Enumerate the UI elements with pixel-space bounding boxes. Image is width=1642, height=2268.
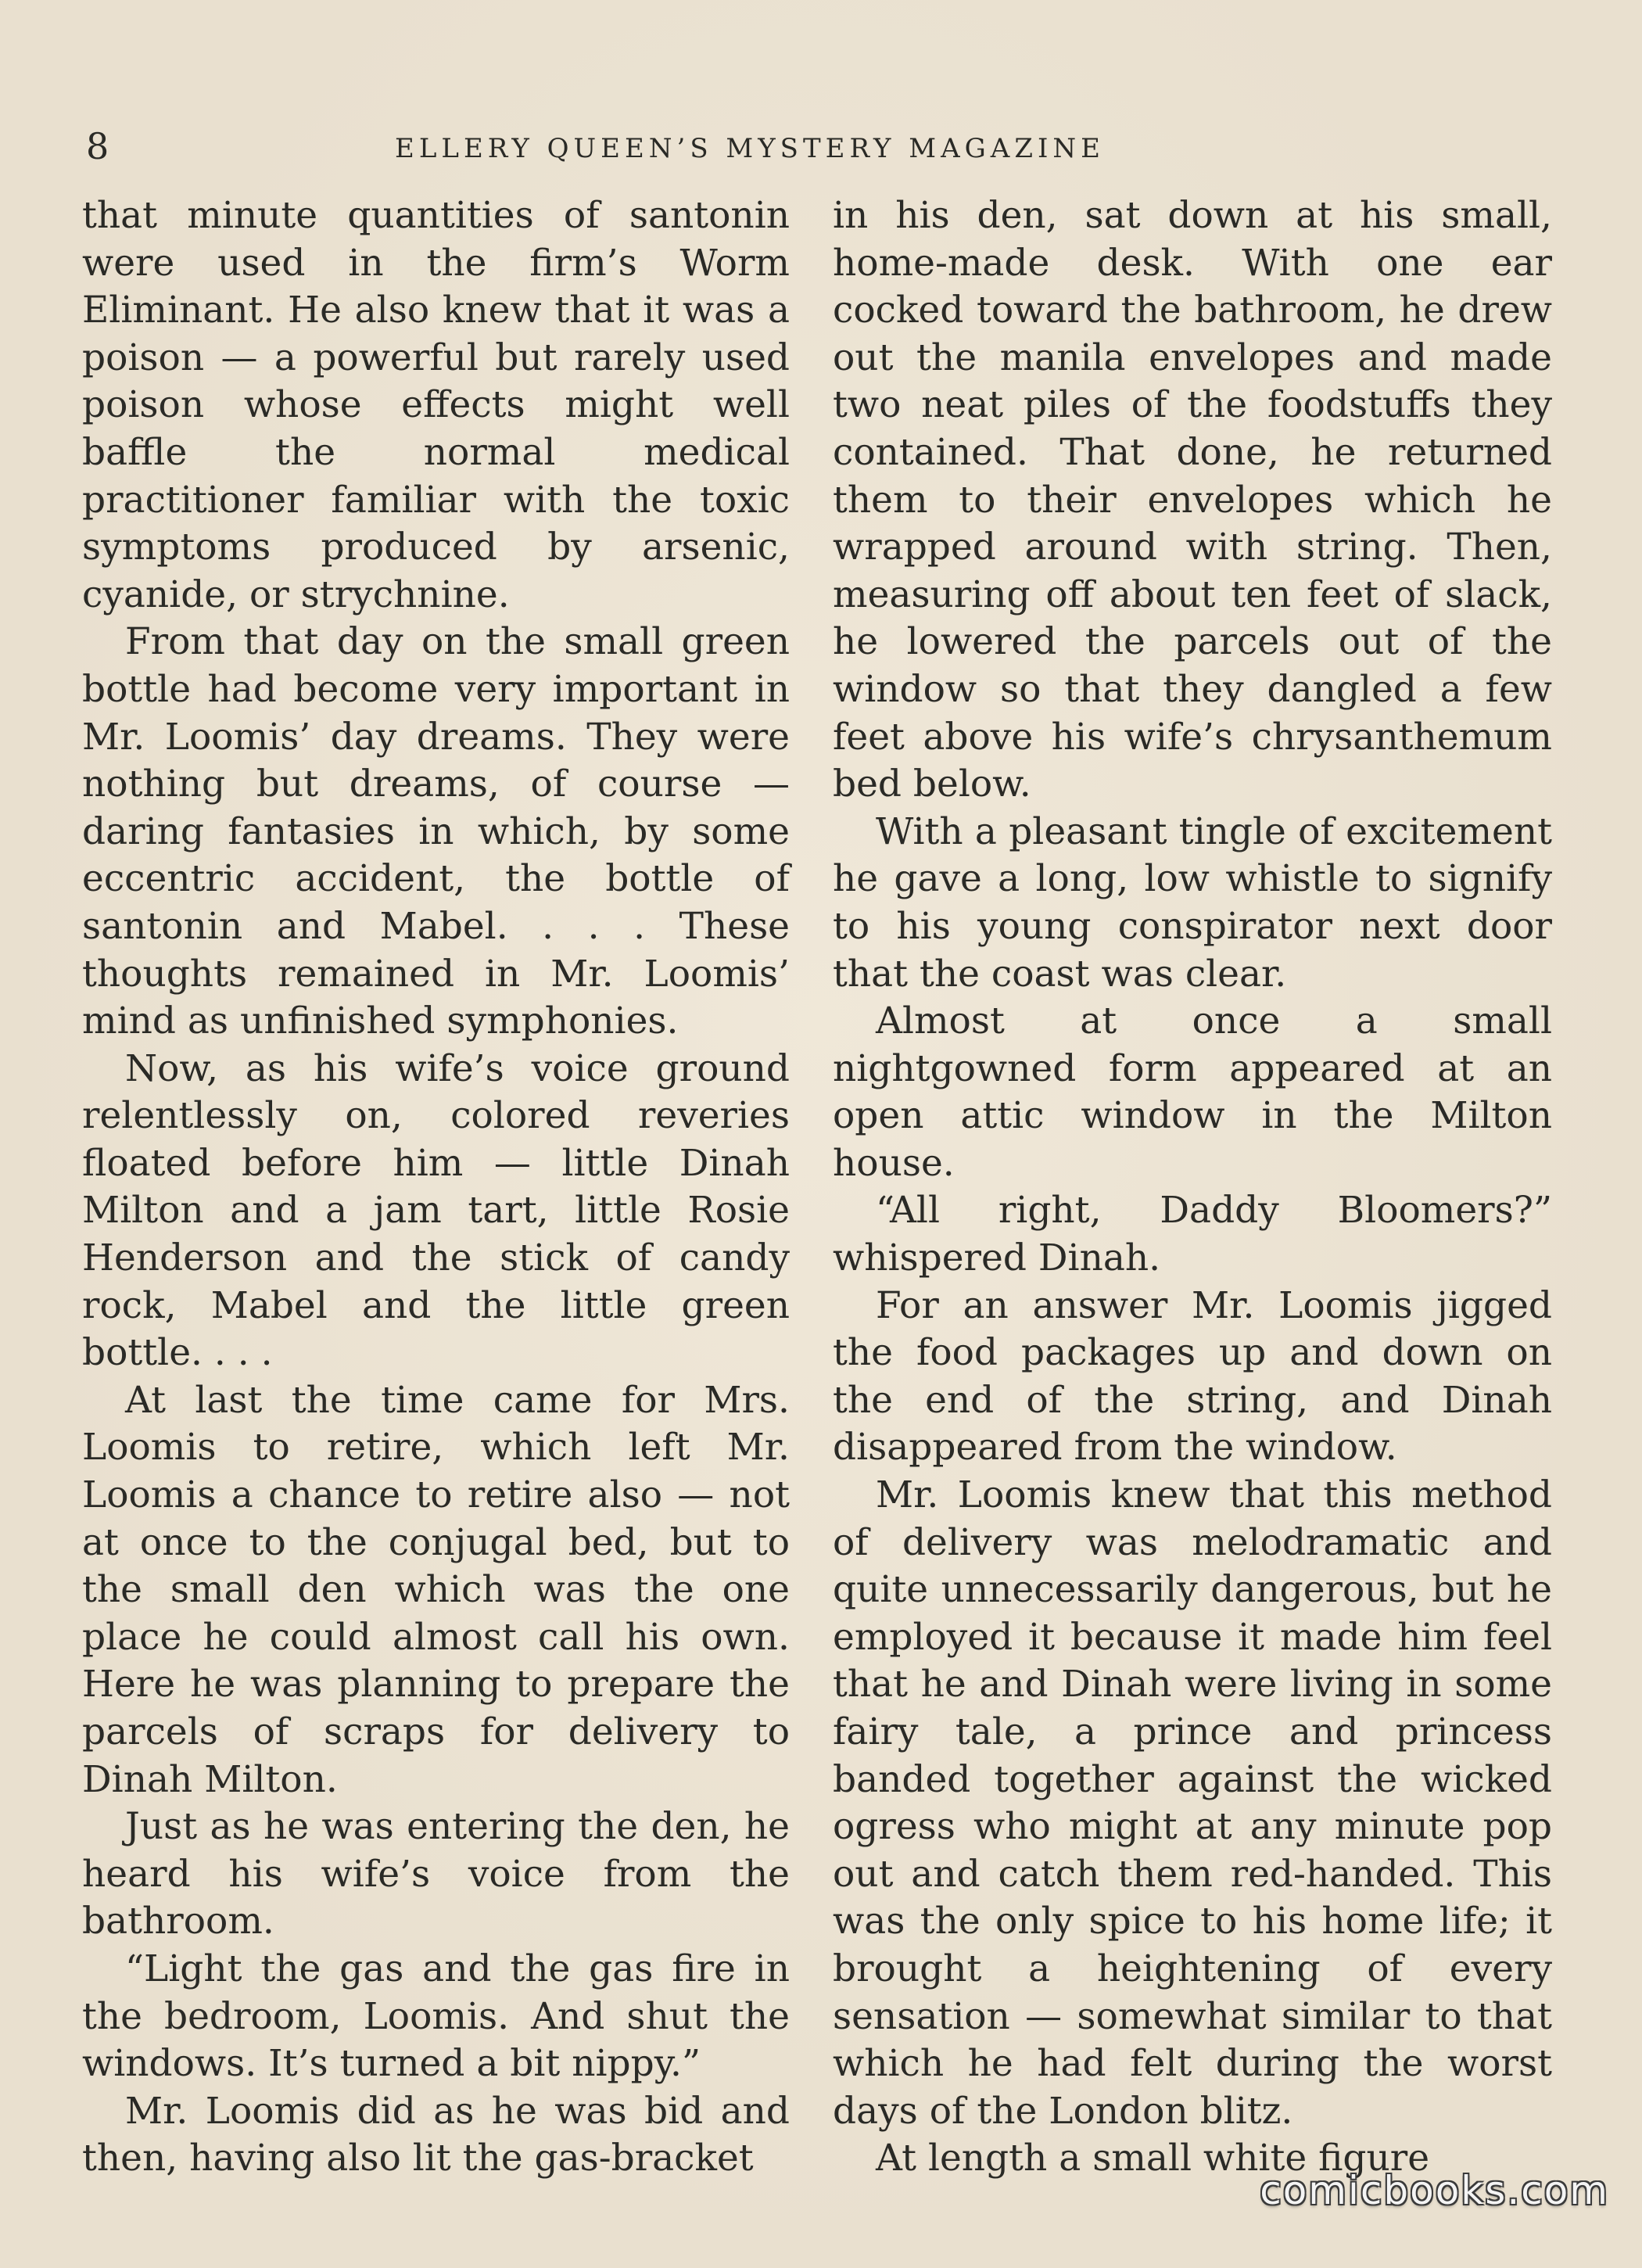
paragraph: “All right, Daddy Bloomers?” whispered Dinah. <box>833 1189 1552 1280</box>
paragraph: that minute quantities of santonin were used in the firm’s Worm Eliminant. He also knew that it was a poison — a powerful but rarely used poison whose effects might well baffle the normal medical practitioner familiar with the toxic symptoms produced by arsenic, cyanide, or strychnine. <box>82 194 790 616</box>
paragraph: Mr. Loomis did as he was bid and then, having also lit the gas-bracket <box>82 2089 790 2180</box>
watermark-logo: comicbooks.com <box>1260 2168 1609 2213</box>
right-column <box>833 192 1552 2183</box>
running-head: ELLERY QUEEN’S MYSTERY MAGAZINE <box>395 133 1105 164</box>
paragraph: in his den, sat down at his small, home-made desk. With one ear cocked toward the bathroom, he drew out the manila envelopes and made two neat piles of the foodstuffs they contained. That done, he returned them to their envelopes which he wrapped around with string. Then, measuring off about ten feet of slack, he lowered the parcels out of the window so that they dangled a few feet above his wife’s chrysanthemum bed below. <box>833 194 1552 806</box>
paragraph: Mr. Loomis knew that this method of delivery was melodramatic and quite unnecessarily dangerous, but he employed it because it made him feel that he and Dinah were living in some fairy tale, a prince and princess banded together against the wicked ogress who might at any minute pop out and catch them red-handed. This was the only spice to his home life; it brought a heightening of every sensation — somewhat similar to that which he had felt during the worst days of the London blitz. <box>833 1473 1552 2133</box>
paragraph: At last the time came for Mrs. Loomis to retire, which left Mr. Loomis a chance to retire also — not at once to the conjugal bed, but to the small den which was the one place he could almost call his own. Here he was planning to prepare the parcels of scraps for delivery to Dinah Milton. <box>82 1378 790 1801</box>
page-number: 8 <box>86 125 110 167</box>
page-header <box>86 125 1548 172</box>
paragraph: Almost at once a small nightgowned form appeared at an open attic window in the Milton house. <box>833 999 1552 1185</box>
paragraph: From that day on the small green bottle had become very important in Mr. Loomis’ day dreams. They were nothing but dreams, of course — daring fantasies in which, by some eccentric accident, the bottle of santonin and Mabel. . . . These thoughts remained in Mr. Loomis’ mind as unfinished symphonies. <box>82 620 790 1043</box>
paragraph: “Light the gas and the gas fire in the bedroom, Loomis. And shut the windows. It’s turned a bit nippy.” <box>82 1947 790 2086</box>
paragraph: At length a small white figure <box>876 2137 1430 2180</box>
paragraph: Now, as his wife’s voice ground relentlessly on, colored reveries floated before him — little Dinah Milton and a jam tart, little Rosie Henderson and the stick of candy rock, Mabel and the little green bottle. . . . <box>82 1046 790 1375</box>
paragraph: Just as he was entering the den, he heard his wife’s voice from the bathroom. <box>82 1805 790 1943</box>
paragraph: With a pleasant tingle of excitement he gave a long, low whistle to signify to his young conspirator next door that the coast was clear. <box>833 809 1552 996</box>
left-column <box>82 192 790 2183</box>
paragraph: For an answer Mr. Loomis jigged the food packages up and down on the end of the string, and Dinah disappeared from the window. <box>833 1283 1552 1470</box>
